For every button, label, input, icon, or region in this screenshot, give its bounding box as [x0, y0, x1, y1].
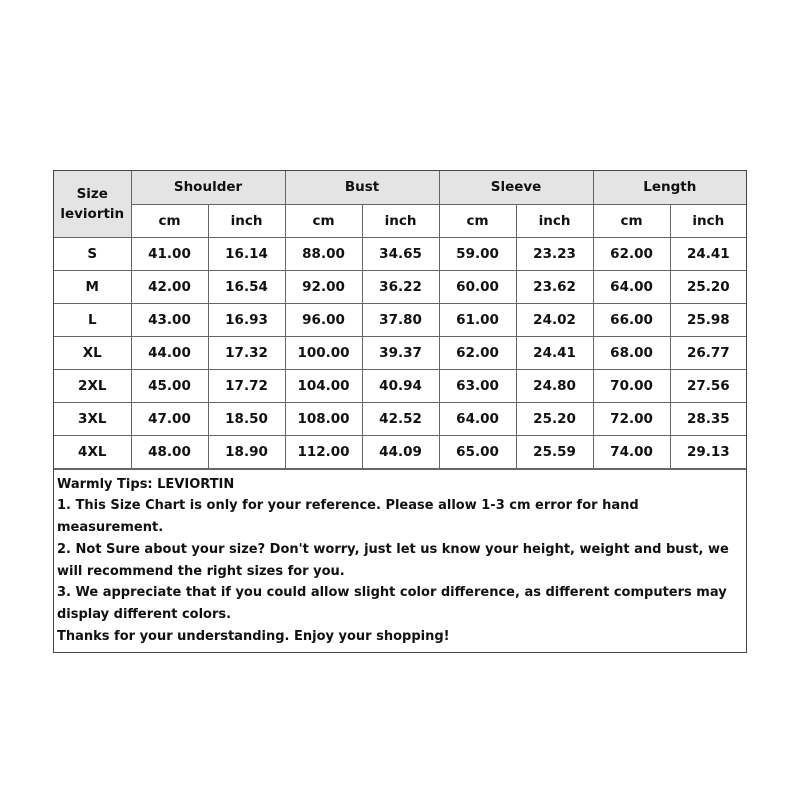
tip-2: 2. Not Sure about your size? Don't worry, just let us know your height, weight and bust, we will recommend the right sizes for you. — [57, 541, 729, 579]
value-cell: 74.00 — [593, 435, 670, 468]
size-cell: 3XL — [54, 402, 131, 435]
tip-1: 1. This Size Chart is only for your reference. Please allow 1-3 cm error for hand measurement. — [57, 498, 639, 536]
value-cell: 25.98 — [670, 303, 746, 336]
value-cell: 16.14 — [208, 237, 285, 270]
value-cell: 70.00 — [593, 369, 670, 402]
value-cell: 34.65 — [362, 237, 439, 270]
unit-header-length-inch: inch — [670, 204, 746, 237]
unit-header-shoulder-inch: inch — [208, 204, 285, 237]
value-cell: 104.00 — [285, 369, 362, 402]
table-row — [54, 435, 746, 468]
value-cell: 112.00 — [285, 435, 362, 468]
table-row — [54, 270, 746, 303]
size-cell: 2XL — [54, 369, 131, 402]
value-cell: 61.00 — [439, 303, 516, 336]
value-cell: 62.00 — [593, 237, 670, 270]
tips-heading: Warmly Tips: LEVIORTIN — [57, 476, 235, 492]
value-cell: 23.62 — [516, 270, 593, 303]
value-cell: 96.00 — [285, 303, 362, 336]
group-header-sleeve: Sleeve — [439, 171, 593, 204]
unit-header-bust-inch: inch — [362, 204, 439, 237]
value-cell: 100.00 — [285, 336, 362, 369]
value-cell: 63.00 — [439, 369, 516, 402]
value-cell: 68.00 — [593, 336, 670, 369]
value-cell: 72.00 — [593, 402, 670, 435]
size-cell: M — [54, 270, 131, 303]
value-cell: 29.13 — [670, 435, 746, 468]
value-cell: 39.37 — [362, 336, 439, 369]
unit-header-shoulder-cm: cm — [131, 204, 208, 237]
value-cell: 26.77 — [670, 336, 746, 369]
size-cell: XL — [54, 336, 131, 369]
table-row — [54, 237, 746, 270]
size-cell: 4XL — [54, 435, 131, 468]
value-cell: 24.41 — [670, 237, 746, 270]
value-cell: 28.35 — [670, 402, 746, 435]
value-cell: 45.00 — [131, 369, 208, 402]
group-header-bust: Bust — [285, 171, 439, 204]
table-row — [54, 336, 746, 369]
group-header-length: Length — [593, 171, 746, 204]
value-cell: 23.23 — [516, 237, 593, 270]
value-cell: 37.80 — [362, 303, 439, 336]
value-cell: 17.32 — [208, 336, 285, 369]
value-cell: 16.54 — [208, 270, 285, 303]
value-cell: 48.00 — [131, 435, 208, 468]
value-cell: 88.00 — [285, 237, 362, 270]
size-chart — [53, 170, 747, 653]
tip-3: 3. We appreciate that if you could allow slight color difference, as different computers may display different colors. — [57, 585, 727, 623]
value-cell: 27.56 — [670, 369, 746, 402]
value-cell: 24.02 — [516, 303, 593, 336]
unit-header-sleeve-cm: cm — [439, 204, 516, 237]
size-cell: S — [54, 237, 131, 270]
value-cell: 25.59 — [516, 435, 593, 468]
value-cell: 64.00 — [439, 402, 516, 435]
value-cell: 66.00 — [593, 303, 670, 336]
value-cell: 25.20 — [516, 402, 593, 435]
value-cell: 16.93 — [208, 303, 285, 336]
size-table — [54, 171, 746, 469]
tips-closing: Thanks for your understanding. Enjoy your shopping! — [57, 629, 450, 645]
value-cell: 47.00 — [131, 402, 208, 435]
value-cell: 62.00 — [439, 336, 516, 369]
value-cell: 60.00 — [439, 270, 516, 303]
value-cell: 42.00 — [131, 270, 208, 303]
size-column-header — [54, 171, 131, 237]
value-cell: 18.50 — [208, 402, 285, 435]
brand-header-line: leviortin — [60, 205, 125, 222]
value-cell: 43.00 — [131, 303, 208, 336]
table-row — [54, 369, 746, 402]
value-cell: 18.90 — [208, 435, 285, 468]
table-row — [54, 303, 746, 336]
value-cell: 44.09 — [362, 435, 439, 468]
unit-header-bust-cm: cm — [285, 204, 362, 237]
value-cell: 25.20 — [670, 270, 746, 303]
tips-section — [54, 469, 746, 652]
group-header-shoulder: Shoulder — [131, 171, 285, 204]
value-cell: 42.52 — [362, 402, 439, 435]
table-row — [54, 402, 746, 435]
size-cell: L — [54, 303, 131, 336]
unit-header-sleeve-inch: inch — [516, 204, 593, 237]
size-header-line: Size — [76, 185, 108, 202]
value-cell: 59.00 — [439, 237, 516, 270]
value-cell: 64.00 — [593, 270, 670, 303]
value-cell: 44.00 — [131, 336, 208, 369]
value-cell: 24.80 — [516, 369, 593, 402]
value-cell: 41.00 — [131, 237, 208, 270]
value-cell: 108.00 — [285, 402, 362, 435]
value-cell: 24.41 — [516, 336, 593, 369]
value-cell: 65.00 — [439, 435, 516, 468]
value-cell: 92.00 — [285, 270, 362, 303]
unit-header-length-cm: cm — [593, 204, 670, 237]
value-cell: 36.22 — [362, 270, 439, 303]
value-cell: 17.72 — [208, 369, 285, 402]
value-cell: 40.94 — [362, 369, 439, 402]
